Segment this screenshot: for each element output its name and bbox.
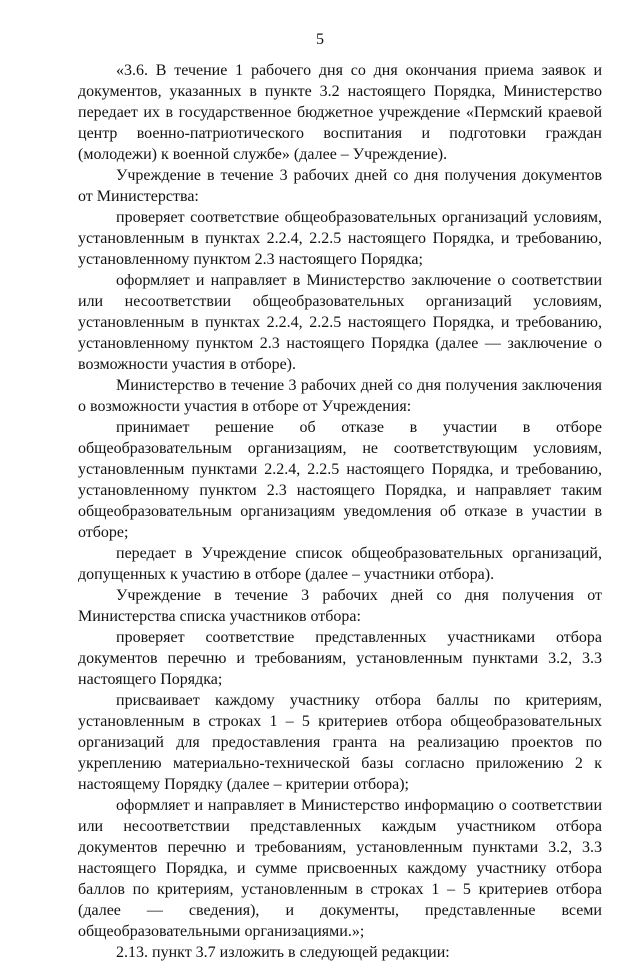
paragraph-institution-participants-intro: Учреждение в течение 3 рабочих дней со дня получения от Министерства списка участников отбора: bbox=[78, 587, 602, 625]
paragraph-institution-duties-intro: Учреждение в течение 3 рабочих дней со дня получения документов от Министерства: bbox=[78, 167, 602, 205]
paragraph-decides-refusal: принимает решение об отказе в участии в отборе общеобразовательным организациям, не соответствующим условиям, установленным пунктами 2.2.4, 2.2.5 настоящего Порядка, и требованию, установленному пунктом 2.3 настоящего Порядка, и направляет таким общеобразовательным организациям уведомления об отказе в участии в отборе; bbox=[78, 419, 602, 541]
paragraph-sends-information: оформляет и направляет в Министерство информацию о соответствии или несоответствии представленных каждым участником отбора документов перечню и требованиям, установленным пунктами 3.2, 3.3 настоящего Порядка, и сумме присвоенных каждому участнику отбора баллов по критериям, установленным в строках 1 – 5 критериев отбора (далее — сведения), и документы, представленные всеми общеобразовательными организациями.»; bbox=[78, 797, 602, 940]
page-number: 5 bbox=[316, 31, 324, 48]
paragraph-checks-documents: проверяет соответствие представленных участниками отбора документов перечню и требованиям, установленным пунктами 3.2, 3.3 настоящего Порядка; bbox=[78, 629, 602, 688]
paragraph-2-13: 2.13. пункт 3.7 изложить в следующей редакции: bbox=[116, 944, 450, 961]
paragraph-transfers-list: передает в Учреждение список общеобразовательных организаций, допущенных к участию в отборе (далее – участники отбора). bbox=[78, 545, 602, 583]
paragraph-3-6: «3.6. В течение 1 рабочего дня со дня окончания приема заявок и документов, указанных в пункте 3.2 настоящего Порядка, Министерство передает их в государственное бюджетное учреждение «Пермский краевой центр военно-патриотического воспитания и подготовки граждан (молодежи) к военной службе» (далее – Учреждение). bbox=[78, 62, 602, 163]
paragraph-assigns-scores: присваивает каждому участнику отбора баллы по критериям, установленным в строках 1 – 5 критериев отбора общеобразовательных организаций для предоставления гранта на реализацию проектов по укреплению материально-технической базы согласно приложению 2 к настоящему Порядку (далее – критерии отбора); bbox=[78, 692, 602, 793]
document-body bbox=[78, 60, 602, 963]
paragraph-ministry-duties-intro: Министерство в течение 3 рабочих дней со дня получения заключения о возможности участия в отборе от Учреждения: bbox=[78, 377, 602, 415]
paragraph-checks-conformity: проверяет соответствие общеобразовательных организаций условиям, установленным в пунктах 2.2.4, 2.2.5 настоящего Порядка, и требованию, установленному пунктом 2.3 настоящего Порядка; bbox=[78, 209, 602, 268]
paragraph-issues-conclusion: оформляет и направляет в Министерство заключение о соответствии или несоответствии общеобразовательных организаций условиям, установленным в пунктах 2.2.4, 2.2.5 настоящего Порядка, и требованию, установленному пунктом 2.3 настоящего Порядка (далее — заключение о возможности участия в отборе). bbox=[78, 272, 602, 373]
